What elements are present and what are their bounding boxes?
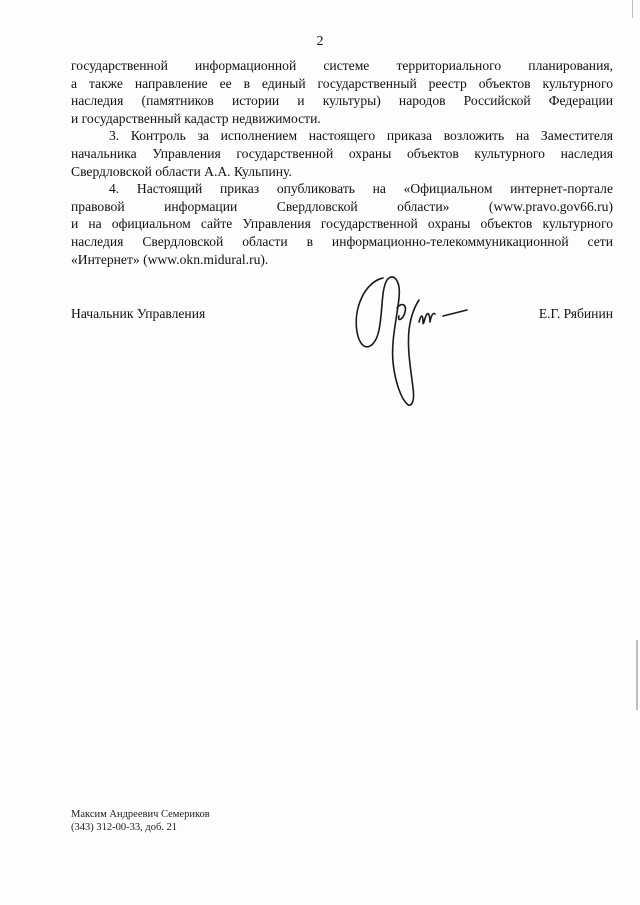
paragraph-item-4 (71, 180, 613, 268)
executor-info (71, 808, 210, 834)
page-number: 2 (316, 34, 324, 49)
text-line: и государственный кадастр недвижимости. (71, 110, 321, 126)
executor-name: Максим Андреевич Семериков (71, 809, 210, 820)
text-line: наследия Свердловской области в информационно-телекоммуникационной сети (71, 233, 613, 249)
signatory-name: Е.Г. Рябинин (538, 306, 613, 321)
executor-phone: (343) 312-00-33, доб. 21 (71, 822, 178, 833)
text-line: «Интернет» (www.okn.midural.ru). (71, 251, 269, 267)
text-line: наследия (памятников истории и культуры) народов Российской Федерации (71, 93, 613, 109)
text-line: правовой информации Свердловской области» (www.pravo.gov66.ru) (71, 198, 613, 214)
handwritten-signature-icon (335, 270, 475, 410)
signatory-position: Начальник Управления (71, 306, 206, 321)
document-body (71, 57, 613, 268)
text-line: 3. Контроль за исполнением настоящего приказа возложить на Заместителя (109, 128, 613, 144)
text-line: и на официальном сайте Управления государственной охраны объектов культурного (71, 216, 613, 232)
text-line: начальника Управления государственной охраны объектов культурного наследия (71, 145, 613, 161)
scan-edge-mark (632, 0, 633, 18)
paragraph-continuation (71, 57, 613, 127)
scan-edge-mark (636, 640, 638, 710)
text-line: Свердловской области А.А. Кульпину. (71, 163, 292, 179)
paragraph-item-3 (71, 127, 613, 180)
text-line: а также направление ее в единый государственный реестр объектов культурного (71, 75, 613, 91)
text-line: государственной информационной системе территориального планирования, (71, 58, 613, 73)
text-line: 4. Настоящий приказ опубликовать на «Официальном интернет-портале (109, 181, 613, 197)
